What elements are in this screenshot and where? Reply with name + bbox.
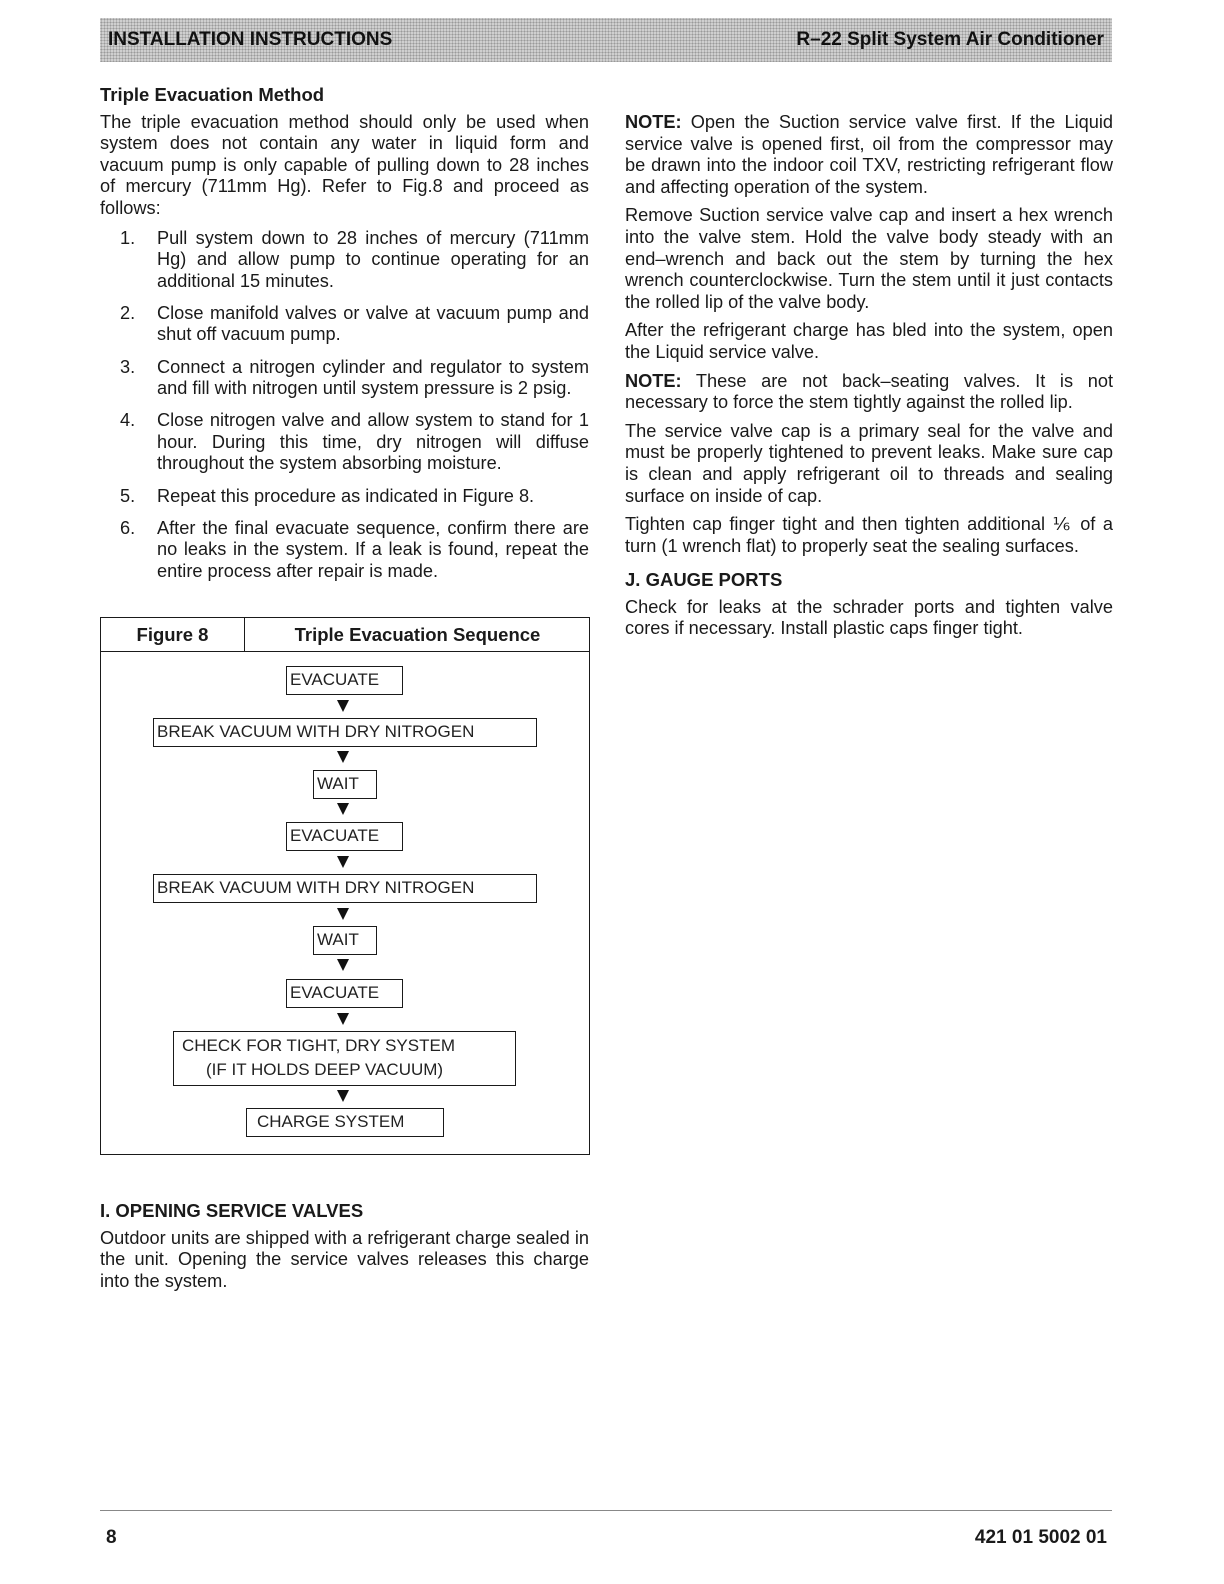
list-item: 4. Close nitrogen valve and allow system to stand for 1 hour. During this time, dry nitrogen will diffuse throughout the system absorbing moisture. bbox=[120, 410, 589, 474]
evacuation-steps-list bbox=[100, 228, 589, 583]
cap-seal-paragraph: The service valve cap is a primary seal for the valve and must be properly tightened to prevent leaks. Make sure cap is clean and apply refrigerant oil to threads and sealing surface on inside of cap. bbox=[625, 420, 1113, 506]
flow-step-wait: WAIT bbox=[313, 926, 377, 955]
header-left-title: INSTALLATION INSTRUCTIONS bbox=[108, 29, 393, 50]
gauge-ports-heading: J. GAUGE PORTS bbox=[625, 569, 783, 591]
figure-title: Triple Evacuation Sequence bbox=[294, 624, 541, 645]
down-arrow-icon bbox=[337, 1013, 349, 1025]
section-i-body: Outdoor units are shipped with a refrigerant charge sealed in the unit. Opening the service valves releases this charge into the system. bbox=[100, 1227, 589, 1291]
note-label: NOTE: bbox=[625, 112, 682, 132]
figure-header-divider bbox=[244, 618, 245, 651]
list-item: 5. Repeat this procedure as indicated in Figure 8. bbox=[120, 485, 535, 506]
triple-evacuation-heading: Triple Evacuation Method bbox=[100, 84, 325, 105]
section-i-heading: I. OPENING SERVICE VALVES bbox=[100, 1200, 364, 1221]
tighten-cap-paragraph: Tighten cap finger tight and then tighten additional ⅙ of a turn (1 wrench flat) to properly seat the sealing surfaces. bbox=[625, 514, 1113, 556]
note-open-suction-first: NOTE: Open the Suction service valve first. If the Liquid service valve is opened first, oil from the compressor may be drawn into the indoor coil TXV, restricting refrigerant flow and affecting operation of the system. bbox=[625, 112, 1113, 197]
header-bar bbox=[100, 18, 1112, 62]
figure-8-flowchart bbox=[100, 617, 590, 1155]
after-charge-paragraph: After the refrigerant charge has bled into the system, open the Liquid service valve. bbox=[625, 320, 1113, 362]
figure-number: Figure 8 bbox=[136, 624, 209, 645]
header-right-title: R–22 Split System Air Conditioner bbox=[796, 29, 1104, 50]
down-arrow-icon bbox=[337, 856, 349, 868]
down-arrow-icon bbox=[337, 700, 349, 712]
down-arrow-icon bbox=[337, 751, 349, 763]
down-arrow-icon bbox=[337, 959, 349, 971]
right-column bbox=[625, 112, 1113, 647]
down-arrow-icon bbox=[337, 1090, 349, 1102]
flow-step-break-vacuum: BREAK VACUUM WITH DRY NITROGEN bbox=[153, 874, 537, 903]
list-item: 3. Connect a nitrogen cylinder and regulator to system and fill with nitrogen until system pressure is 2 psig. bbox=[120, 356, 589, 399]
left-column bbox=[100, 84, 589, 593]
flow-step-charge-system: CHARGE SYSTEM bbox=[246, 1108, 444, 1137]
list-item: 2. Close manifold valves or valve at vacuum pump and shut off vacuum pump. bbox=[120, 302, 589, 345]
note-label: NOTE: bbox=[625, 370, 682, 391]
footer-divider bbox=[100, 1510, 1112, 1511]
list-item: 6. After the final evacuate sequence, confirm there are no leaks in the system. If a leak is found, repeat the entire process after repair is made. bbox=[120, 517, 589, 581]
down-arrow-icon bbox=[337, 908, 349, 920]
gauge-ports-body: Check for leaks at the schrader ports and tighten valve cores if necessary. Install plastic caps finger tight. bbox=[625, 596, 1113, 639]
flow-step-evacuate: EVACUATE bbox=[286, 666, 403, 695]
list-item: 1. Pull system down to 28 inches of mercury (711mm Hg) and allow pump to continue operating for an additional 15 minutes. bbox=[120, 227, 589, 291]
flow-step-wait: WAIT bbox=[313, 770, 377, 799]
flow-step-check-system bbox=[173, 1031, 516, 1086]
figure-header bbox=[101, 618, 589, 652]
remove-cap-paragraph: Remove Suction service valve cap and insert a hex wrench into the valve stem. Hold the valve body steady with an end–wrench and back out the stem by turning the hex wrench counterclockwise. Turn the stem until it just contacts the rolled lip of the valve body. bbox=[625, 205, 1113, 312]
down-arrow-icon bbox=[337, 803, 349, 815]
flow-step-evacuate: EVACUATE bbox=[286, 822, 403, 851]
check-system-line-2: (IF IT HOLDS DEEP VACUUM) bbox=[206, 1060, 444, 1079]
document-number: 421 01 5002 01 bbox=[974, 1527, 1107, 1548]
check-system-line-1: CHECK FOR TIGHT, DRY SYSTEM bbox=[182, 1036, 455, 1055]
flow-step-evacuate: EVACUATE bbox=[286, 979, 403, 1008]
page-number: 8 bbox=[106, 1527, 117, 1548]
flow-step-break-vacuum: BREAK VACUUM WITH DRY NITROGEN bbox=[153, 718, 537, 747]
note-not-back-seating: NOTE: These are not back–seating valves. It is not necessary to force the stem tightly against the rolled lip. bbox=[625, 370, 1113, 413]
triple-evacuation-intro: The triple evacuation method should only be used when system does not contain any water in liquid form and vacuum pump is only capable of pulling down to 28 inches of mercury (711mm Hg). Refer to Fig.8 and proceed as follows: bbox=[100, 111, 589, 218]
section-opening-service-valves bbox=[100, 1200, 589, 1299]
